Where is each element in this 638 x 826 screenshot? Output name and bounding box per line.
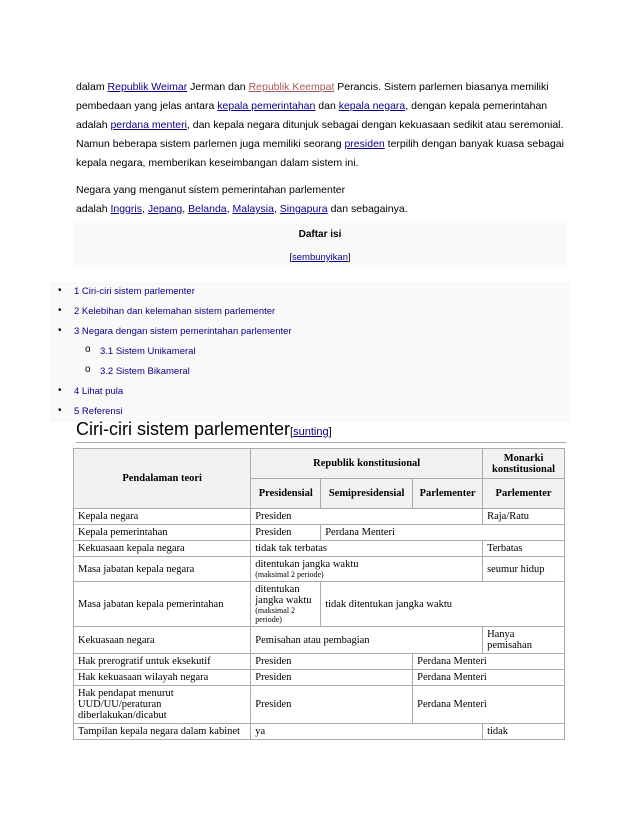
cell: Pemisahan atau pembagian bbox=[251, 627, 483, 654]
cell: Presiden bbox=[251, 686, 413, 724]
toc-item-label bbox=[74, 326, 292, 337]
cell: Terbatas bbox=[483, 541, 565, 557]
row-label: Hak prerogratif untuk eksekutif bbox=[74, 654, 251, 670]
table-row bbox=[74, 670, 565, 686]
link-belanda[interactable]: Belanda bbox=[188, 203, 227, 215]
text: Jerman dan bbox=[187, 81, 249, 93]
cell-note: (maksimal 2 periode) bbox=[255, 570, 324, 579]
cell-note: (maksimal 2 periode) bbox=[255, 606, 296, 624]
toc-link-negara[interactable]: 3 Negara dengan sistem pemerintahan parlementer bbox=[74, 326, 292, 337]
toc-item bbox=[50, 382, 570, 402]
link-malaysia[interactable]: Malaysia bbox=[232, 203, 274, 215]
intro-paragraph bbox=[76, 78, 566, 173]
table-row bbox=[74, 654, 565, 670]
toc-link-ciri-ciri[interactable]: 1 Ciri-ciri sistem parlementer bbox=[74, 286, 195, 297]
link-presiden[interactable]: presiden bbox=[344, 138, 385, 150]
header-presidensial: Presidensial bbox=[251, 479, 321, 509]
cell bbox=[251, 582, 321, 627]
comparison-table bbox=[73, 448, 565, 740]
header-pendalaman: Pendalaman teori bbox=[74, 449, 251, 509]
bullet-icon: • bbox=[58, 305, 62, 316]
section-title: Ciri-ciri sistem parlementer bbox=[76, 419, 291, 439]
cell bbox=[251, 557, 483, 582]
toc-item-label bbox=[100, 366, 190, 377]
toc-link-referensi[interactable]: 5 Referensi bbox=[74, 406, 123, 417]
toc-hide-link[interactable]: sembunyikan bbox=[292, 252, 348, 263]
toc-item-label bbox=[100, 346, 196, 357]
cell: seumur hidup bbox=[483, 557, 565, 582]
toc-item bbox=[50, 362, 570, 382]
link-kepala-pemerintahan[interactable]: kepala pemerintahan bbox=[217, 100, 316, 112]
row-label: Hak kekuasaan wilayah negara bbox=[74, 670, 251, 686]
table-row bbox=[74, 525, 565, 541]
header-parlementer-monarki: Parlementer bbox=[483, 479, 565, 509]
cell: tidak ditentukan jangka waktu bbox=[321, 582, 565, 627]
row-label: Masa jabatan kepala pemerintahan bbox=[74, 582, 251, 627]
text: dan bbox=[315, 100, 339, 112]
toc-list bbox=[50, 282, 570, 422]
link-perdana-menteri[interactable]: perdana menteri bbox=[110, 119, 187, 131]
toc-item-label bbox=[74, 306, 275, 317]
text: dan sebagainya. bbox=[327, 203, 408, 215]
bracket: ] bbox=[347, 252, 351, 263]
text: adalah bbox=[76, 203, 111, 215]
cell: Presiden bbox=[251, 670, 413, 686]
header-republik: Republik konstitusional bbox=[251, 449, 483, 479]
cell: ya bbox=[251, 724, 483, 740]
toc-link-kelebihan[interactable]: 2 Kelebihan dan kelemahan sistem parlementer bbox=[74, 306, 276, 317]
toc-link-lihat-pula[interactable]: 4 Lihat pula bbox=[74, 386, 124, 397]
row-label: Masa jabatan kepala negara bbox=[74, 557, 251, 582]
bracket: [ bbox=[290, 426, 294, 438]
text: Negara yang menganut sistem pemerintahan parlementer bbox=[76, 184, 346, 196]
cell: Presiden bbox=[251, 654, 413, 670]
table-row bbox=[74, 582, 565, 627]
edit-link[interactable]: sunting bbox=[293, 426, 329, 438]
text: , dan kepala negara ditunjuk sebagai dengan kekuasaan sedikit atau seremonial. Namun beberapa sistem parlemen juga memiliki seorang bbox=[76, 119, 564, 150]
toc-item-label bbox=[74, 386, 123, 397]
section-heading bbox=[76, 419, 566, 443]
toc-title: Daftar isi bbox=[298, 229, 342, 240]
toc-item-label bbox=[74, 286, 195, 297]
separator: , bbox=[182, 203, 189, 215]
bracket: ] bbox=[328, 426, 332, 438]
cell: Presiden bbox=[251, 525, 321, 541]
article-body bbox=[76, 78, 566, 219]
toc-item bbox=[50, 282, 570, 302]
bracket: [ bbox=[289, 252, 292, 263]
bullet-icon: • bbox=[58, 285, 62, 296]
text: Perancis. Sistem parlemen biasanya memiliki pembedaan yang jelas antara bbox=[76, 81, 549, 112]
separator: , bbox=[141, 203, 148, 215]
link-republik-weimar[interactable]: Republik Weimar bbox=[107, 81, 188, 93]
cell: Perdana Menteri bbox=[321, 525, 565, 541]
cell: tidak bbox=[483, 724, 565, 740]
header-semipresidensial: Semipresidensial bbox=[321, 479, 413, 509]
table-row bbox=[74, 627, 565, 654]
row-label: Kekuasaan negara bbox=[74, 627, 251, 654]
cell: Perdana Menteri bbox=[413, 670, 565, 686]
cell: tidak tak terbatas bbox=[251, 541, 483, 557]
toc-item bbox=[50, 342, 570, 362]
header-parlementer: Parlementer bbox=[413, 479, 483, 509]
cell-text: ditentukan jangka waktu bbox=[255, 584, 312, 606]
cell: Raja/Ratu bbox=[483, 509, 565, 525]
table-row bbox=[74, 686, 565, 724]
countries-paragraph bbox=[76, 181, 566, 219]
row-label: Kepala pemerintahan bbox=[74, 525, 251, 541]
link-kepala-negara[interactable]: kepala negara bbox=[338, 100, 406, 112]
cell: Hanya pemisahan bbox=[483, 627, 565, 654]
toc-link-unikameral[interactable]: 3.1 Sistem Unikameral bbox=[100, 346, 196, 357]
circle-bullet-icon: o bbox=[85, 344, 91, 355]
table-row bbox=[74, 724, 565, 740]
link-jepang[interactable]: Jepang bbox=[147, 203, 183, 215]
toc-toggle bbox=[73, 252, 567, 263]
text: terpilih dengan banyak kuasa sebagai kepala negara, memberikan keseimbangan dalam sistem ini. bbox=[76, 138, 564, 169]
row-label: Kepala negara bbox=[74, 509, 251, 525]
link-inggris[interactable]: Inggris bbox=[110, 203, 142, 215]
toc-link-bikameral[interactable]: 3.2 Sistem Bikameral bbox=[100, 366, 190, 377]
cell: Perdana Menteri bbox=[413, 686, 565, 724]
toc-item-label bbox=[74, 406, 123, 417]
toc-item bbox=[50, 322, 570, 342]
edit-section bbox=[290, 426, 332, 438]
header-monarki: Monarki konstitusional bbox=[483, 449, 565, 479]
separator: , bbox=[273, 203, 280, 215]
table-row bbox=[74, 509, 565, 525]
row-label: Tampilan kepala negara dalam kabinet bbox=[74, 724, 251, 740]
bullet-icon: • bbox=[58, 385, 62, 396]
toc-item bbox=[50, 302, 570, 322]
cell: Presiden bbox=[251, 509, 483, 525]
separator: , bbox=[226, 203, 233, 215]
bullet-icon: • bbox=[58, 405, 62, 416]
table-row bbox=[74, 557, 565, 582]
link-republik-keempat[interactable]: Republik Keempat bbox=[248, 81, 335, 93]
bullet-icon: • bbox=[58, 325, 62, 336]
row-label: Hak pendapat menurut UUD/UU/peraturan diberlakukan/dicabut bbox=[74, 686, 251, 724]
cell-text: ditentukan jangka waktu bbox=[255, 559, 359, 570]
table-row bbox=[74, 541, 565, 557]
table-header-row bbox=[74, 449, 565, 479]
link-singapura[interactable]: Singapura bbox=[279, 203, 328, 215]
cell: Perdana Menteri bbox=[413, 654, 565, 670]
row-label: Kekuasaan kepala negara bbox=[74, 541, 251, 557]
text: , dengan kepala pemerintahan adalah bbox=[76, 100, 548, 131]
toc-box bbox=[73, 221, 567, 267]
text: dalam bbox=[76, 81, 108, 93]
circle-bullet-icon: o bbox=[85, 364, 91, 375]
